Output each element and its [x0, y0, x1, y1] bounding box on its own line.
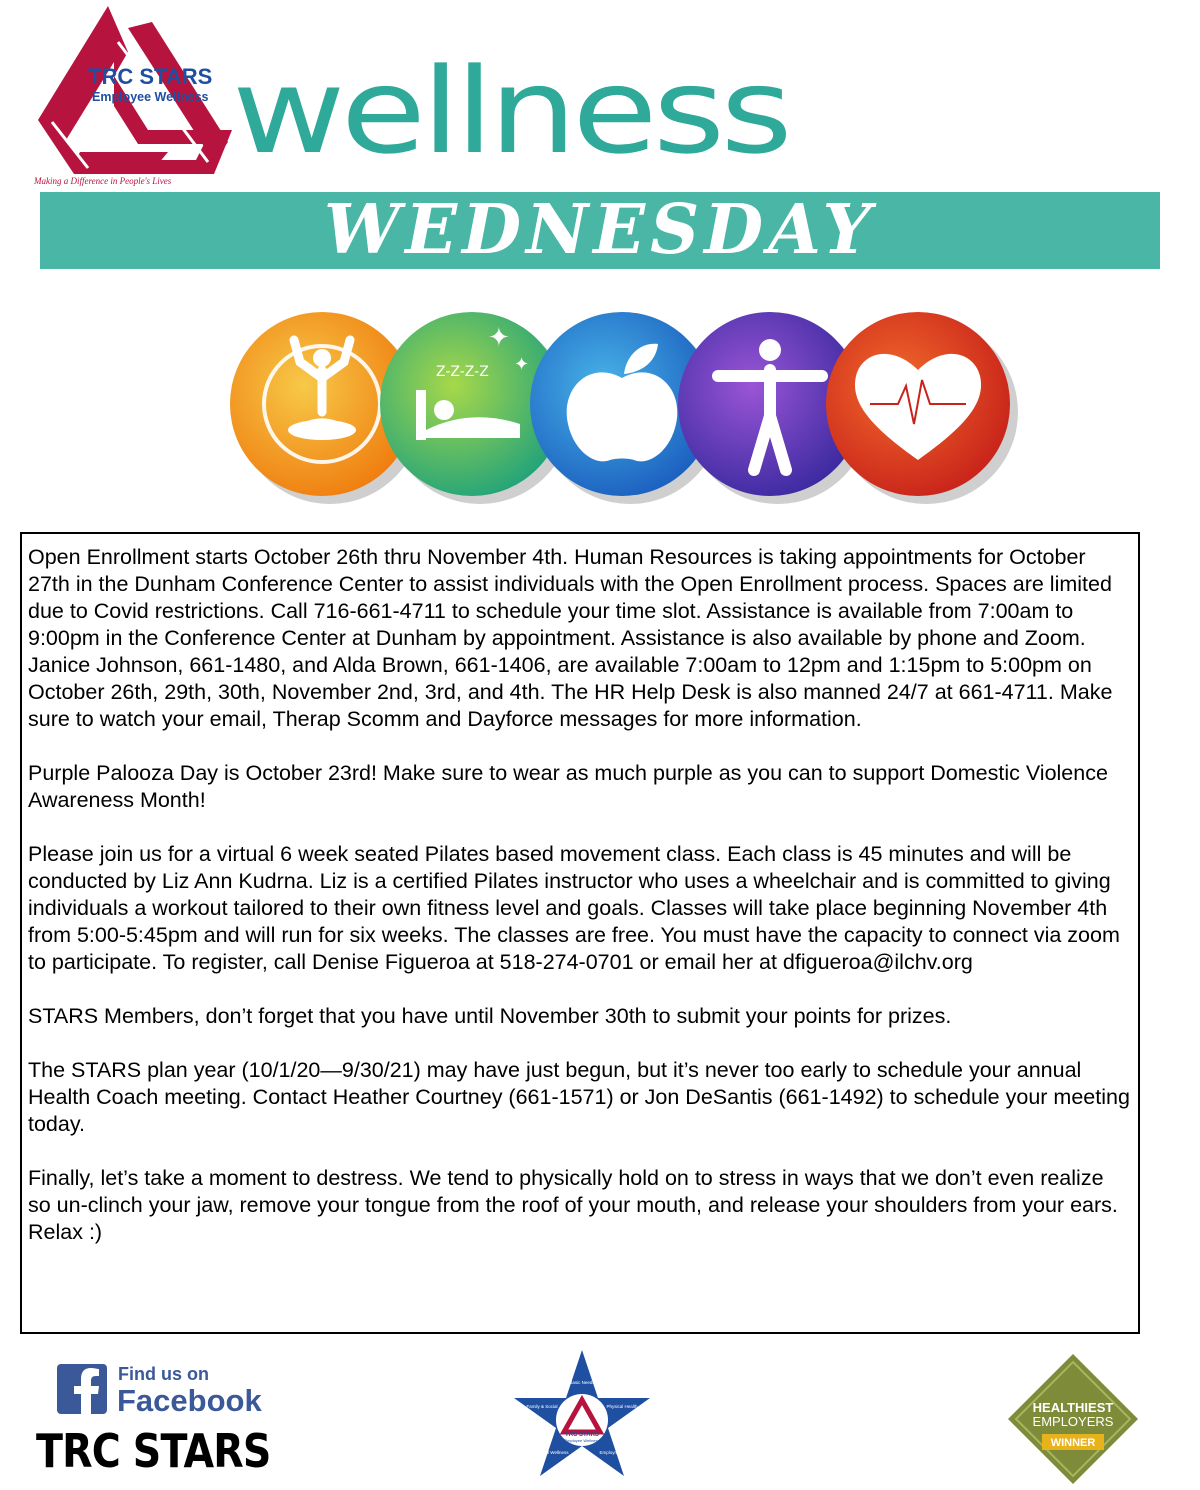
logo-title: TRC STARS — [88, 64, 213, 89]
svg-text:✦: ✦ — [488, 323, 510, 353]
healthiest-employers-badge — [1008, 1354, 1138, 1484]
star-label-basic-needs: Basic Needs — [569, 1380, 595, 1385]
paragraph-open-enrollment: Open Enrollment starts October 26th thru November 4th. Human Resources is taking appointments for October 27th in the Dunham Conference Center to assist individuals with the Open Enrollment process. Spaces are limited due to Covid restrictions. Call 716-661-4711 to schedule your time slot. Assistance is available from 7:00am to 9:00pm in the Conference Center at Dunham by appointment. Assistance is also available by phone and Zoom. Janice Johnson, 661-1480, and Alda Brown, 661-1406, are available 7:00am to 12pm and 1:15pm to 5:00pm on October 26th, 29th, 30th, November 2nd, 3rd, and 4th. The HR Help Desk is also manned 24/7 at 661-4711. Make sure to watch your email, Therap Scomm and Dayforce messages for more information. — [28, 545, 1113, 731]
paragraph-stars-points: STARS Members, don’t forget that you have until November 30th to submit your points for prizes. — [28, 1004, 952, 1028]
star-label-employment: Employment — [599, 1450, 625, 1455]
badge-ribbon: WINNER — [1050, 1437, 1096, 1449]
wellness-heading — [232, 52, 792, 177]
facebook-icon[interactable] — [57, 1364, 107, 1414]
facebook-find-label: Find us on — [118, 1364, 209, 1384]
heart-icon — [826, 312, 1010, 496]
paragraph-pilates-class: Please join us for a virtual 6 week seated Pilates based movement class. Each class is 45 minutes and will be conducted by Liz Ann Kudrna. Liz is a certified Pilates instructor who uses a wheelchair and is committed to giving individuals a workout tailored to their own fitness level and goals. Classes will take place beginning November 4th from 5:00-5:45pm and will run for six weeks. The classes are free. You must have the capacity to connect via zoom to participate. To register, call Denise Figueroa at 518-274-0701 or email her at dfigueroa@ilchv.org — [28, 842, 1120, 974]
star-center-title: TRC STARS — [565, 1432, 599, 1438]
trc-stars-footer-title: TRC STARS — [36, 1424, 271, 1478]
logo-tagline: Making a Difference in People's Lives — [34, 176, 172, 186]
star-center-subtitle: Employee Wellness — [564, 1438, 600, 1443]
badge-line2: EMPLOYERS — [1032, 1414, 1114, 1429]
wednesday-word: WEDNESDAY — [323, 190, 877, 270]
svg-text:Z-Z-Z-Z: Z-Z-Z-Z — [436, 364, 489, 380]
wellness-word: wellness — [232, 52, 788, 177]
logo-subtitle: Employee Wellness — [92, 90, 209, 104]
paragraph-health-coach: The STARS plan year (10/1/20—9/30/21) may have just begun, but it’s never too early to schedule your annual Health Coach meeting. Contact Heather Courtney (661-1571) or Jon DeSantis (661-1492) to schedule your meeting today. — [28, 1058, 1130, 1136]
wednesday-banner — [40, 192, 1160, 269]
star-label-physical-health: Physical Health — [606, 1404, 638, 1409]
facebook-link[interactable]: Facebook — [117, 1383, 262, 1418]
paragraph-purple-palooza: Purple Palooza Day is October 23rd! Make sure to wear as much purple as you can to support Domestic Violence Awareness Month! — [28, 761, 1108, 812]
wellness-icons-row — [230, 300, 1020, 510]
star-label-mental-wellness: Mental Wellness — [535, 1450, 569, 1455]
star-label-family-social: Family & Social — [526, 1404, 558, 1409]
paragraph-destress: Finally, let’s take a moment to destress. We tend to physically hold on to stress in ways that we don’t even realize so un-clinch your jaw, remove your tongue from the roof of your mouth, and release your shoulders from your ears. Relax :) — [28, 1166, 1118, 1244]
announcements-box — [20, 532, 1140, 1334]
badge-line1: HEALTHIEST — [1032, 1400, 1114, 1415]
svg-text:✦: ✦ — [514, 354, 530, 375]
stars-star-logo — [512, 1348, 652, 1478]
